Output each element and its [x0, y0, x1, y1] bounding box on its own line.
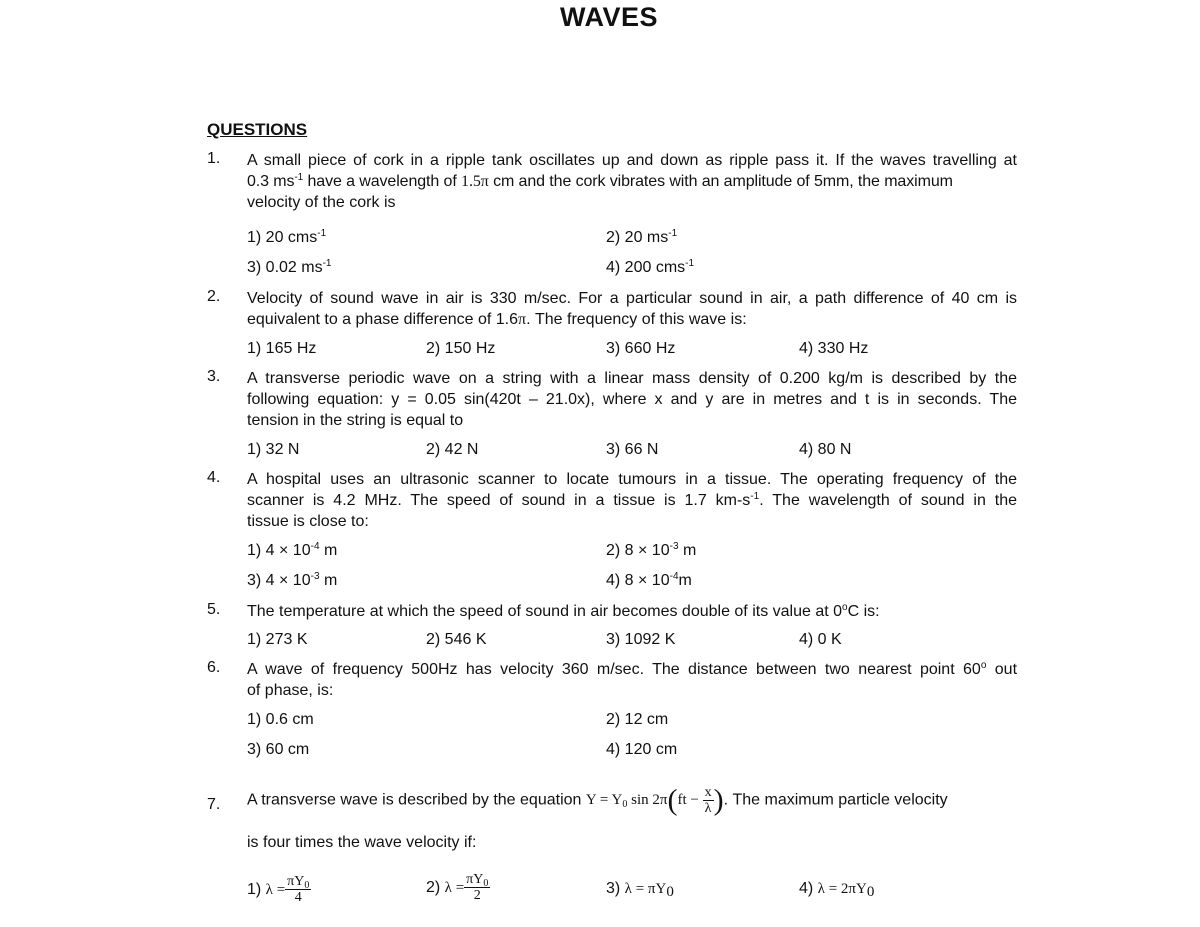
- option-3[interactable]: 3) $4 \times 10^{-3}$ m: [247, 571, 338, 589]
- option-1[interactable]: 1) 0.6 cm: [247, 711, 314, 728]
- question-line: A small piece of cork in a ripple tank oscillates up and down as ripple pass it. If the waves travelling at: [247, 152, 1017, 169]
- question-text: [247, 469, 1017, 532]
- option-4[interactable]: 4) 200 cms$^{-1}$: [606, 258, 695, 276]
- option-3[interactable]: 3) 0.02 $ms^{-1}$: [247, 258, 332, 276]
- option-2[interactable]: 2) $8 \times 10^{-3}$ m: [606, 541, 697, 559]
- question-number: 5.: [207, 601, 221, 618]
- option-1[interactable]: 1) 273 K: [247, 631, 308, 648]
- question-number: 6.: [207, 659, 221, 676]
- question-line: Velocity of sound wave in air is 330 m/sec. For a particular sound in air, a path difference of 40 cm is: [247, 290, 1017, 307]
- section-heading: QUESTIONS: [207, 120, 308, 139]
- option-2[interactable]: 2) 20 $ms^{-1}$: [606, 228, 678, 246]
- page-title: WAVES: [559, 2, 658, 32]
- question-line: 0.3 $ms^{-1}$ have a wavelength of 1.5π cm and the cork vibrates with an amplitude of 5mm, the maximum: [247, 172, 953, 190]
- question-text: [247, 288, 1017, 330]
- question-line: A wave of frequency 500Hz has velocity 360 m/sec. The distance between two nearest point 60$^o$ out: [247, 660, 1018, 678]
- option-2[interactable]: 2) 150 Hz: [426, 340, 496, 357]
- question-number: 3.: [207, 368, 221, 385]
- question-line: equivalent to a phase difference of 1.6π. The frequency of this wave is:: [247, 311, 747, 328]
- option-3[interactable]: 3) 660 Hz: [606, 340, 676, 357]
- option-3[interactable]: 3) 66 N: [606, 441, 659, 458]
- question-line: The temperature at which the speed of sound in air becomes double of its value at 0$^o$C is:: [247, 602, 880, 620]
- option-1[interactable]: 1) 165 Hz: [247, 340, 317, 357]
- question-text: [247, 601, 1017, 622]
- option-3[interactable]: 3) 60 cm: [247, 741, 310, 758]
- option-2[interactable]: 2) λ = $\frac{\pi Y_0}{2}$: [426, 872, 489, 904]
- option-1[interactable]: 1) λ = $\frac{\pi Y_0}{4}$: [247, 874, 310, 906]
- option-3[interactable]: 3) $\lambda = \pi Y_0$: [606, 880, 674, 900]
- question-line: of phase, is:: [247, 682, 334, 699]
- option-4[interactable]: 4) $8 \times 10^{-4}m$: [606, 571, 692, 589]
- option-1[interactable]: 1) 32 N: [247, 441, 300, 458]
- option-3[interactable]: 3) 1092 K: [606, 631, 676, 648]
- question-line: A transverse periodic wave on a string with a linear mass density of 0.200 kg/m is described by the: [247, 370, 1017, 387]
- option-1[interactable]: 1) $4 \times 10^{-4}$ m: [247, 541, 338, 559]
- question-line: scanner is 4.2 MHz. The speed of sound in a tissue is 1.7 $km-s^{-1}$. The wavelength of sound in the: [247, 491, 1017, 509]
- question-text: [247, 368, 1017, 431]
- question-text: A transverse wave is described by the equation $Y = Y_0$ sin 2π(ft − $\frac{x}{\lambda}$ ). The maximum particle velocity: [247, 783, 948, 817]
- question-number: 1.: [207, 150, 221, 167]
- question-number: 4.: [207, 469, 221, 486]
- question-line: tissue is close to:: [247, 513, 369, 530]
- question-line: A hospital uses an ultrasonic scanner to locate tumours in a tissue. The operating frequency of the: [247, 471, 1017, 488]
- option-2[interactable]: 2) 546 K: [426, 631, 487, 648]
- option-4[interactable]: 4) 0 K: [799, 631, 842, 648]
- question-number: 7.: [207, 796, 221, 813]
- question-text: [247, 659, 1017, 701]
- option-2[interactable]: 2) 42 N: [426, 441, 479, 458]
- option-4[interactable]: 4) 120 cm: [606, 741, 678, 758]
- option-4[interactable]: 4) $\lambda = 2\pi Y_0$: [799, 880, 875, 900]
- question-line: following equation: y = 0.05 sin(420t – 21.0x), where x and y are in metres and t is in seconds. The: [247, 391, 1017, 408]
- wave-equation: $Y = Y_0$ sin 2π(ft − $\frac{x}{\lambda}$ ): [585, 783, 724, 817]
- option-4[interactable]: 4) 80 N: [799, 441, 852, 458]
- option-1[interactable]: 1) 20 cms$^{-1}$: [247, 228, 327, 246]
- option-2[interactable]: 2) 12 cm: [606, 711, 669, 728]
- question-line: velocity of the cork is: [247, 194, 396, 211]
- question-number: 2.: [207, 288, 221, 305]
- question-line: is four times the wave velocity if:: [247, 834, 477, 851]
- question-line: tension in the string is equal to: [247, 412, 464, 429]
- question-text: [247, 150, 1017, 213]
- question-7: [207, 785, 1017, 825]
- option-4[interactable]: 4) 330 Hz: [799, 340, 869, 357]
